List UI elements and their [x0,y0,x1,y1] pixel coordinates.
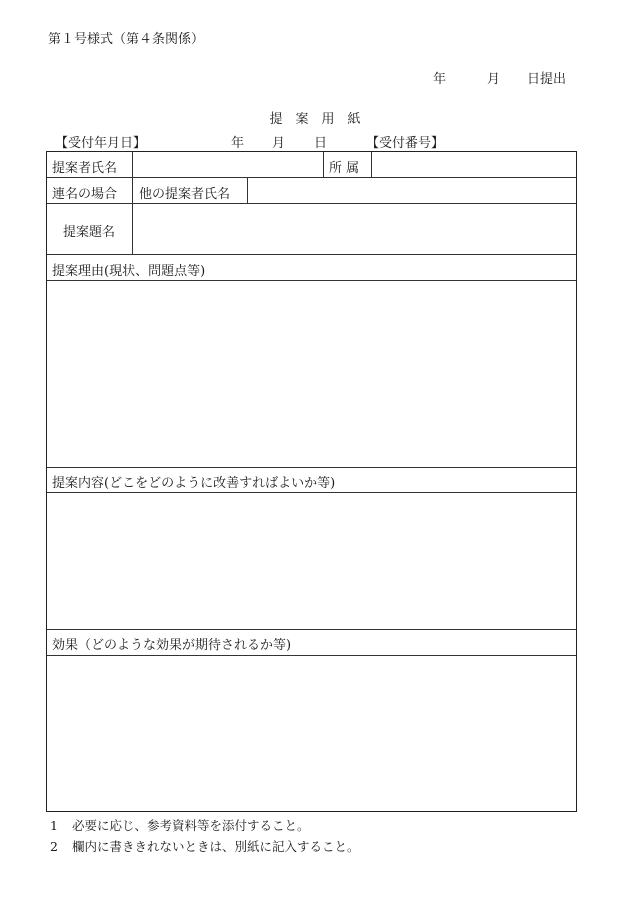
footnote-text: 必要に応じ、参考資料等を添付すること。 [72,818,310,833]
row-divider [47,467,576,468]
column-divider [323,152,324,177]
submission-year-label: 年 [433,72,447,87]
proposal-content-field[interactable] [47,493,575,629]
joint-name-label: 連名の場合 [52,187,118,202]
reception-day-label: 日 [314,136,328,151]
other-proposers-field[interactable] [248,178,575,203]
submission-day-label: 日提出 [527,72,567,87]
proposal-reason-label: 提案理由(現状、問題点等) [52,264,206,279]
page-title-text: 提 案 用 紙 [269,112,361,127]
footnote-item [50,836,360,857]
form-number: 第１号様式（第４条関係） [48,32,205,47]
proposal-reason-field[interactable] [47,281,575,467]
reception-date-label: 【受付年月日】 [55,136,147,151]
proposal-effect-field[interactable] [47,656,575,810]
proposer-name-label: 提案者氏名 [52,161,118,176]
footnotes [50,815,360,857]
reception-month-label: 月 [272,136,286,151]
footnote-number: 2 [50,839,58,854]
footnote-number: 1 [50,818,58,833]
footnote-text: 欄内に書ききれないときは、別紙に記入すること。 [72,839,360,854]
proposal-title-label: 提案題名 [63,225,116,240]
affiliation-field[interactable] [372,152,575,177]
proposal-effect-label: 効果（どのような効果が期待されるか等) [52,638,292,653]
proposer-name-field[interactable] [133,152,322,177]
reception-number-label: 【受付番号】 [366,136,445,151]
row-divider [47,629,576,630]
footnote-item [50,815,360,836]
proposal-form-table [46,151,577,812]
other-proposers-label: 他の提案者氏名 [139,187,231,202]
affiliation-label: 所 属 [329,161,360,176]
row-divider [47,254,576,255]
proposal-title-field[interactable] [133,204,575,254]
submission-month-label: 月 [487,72,501,87]
reception-year-label: 年 [231,136,245,151]
page-title [0,108,630,127]
proposal-content-label: 提案内容(どこをどのように改善すればよいか等) [52,476,336,491]
